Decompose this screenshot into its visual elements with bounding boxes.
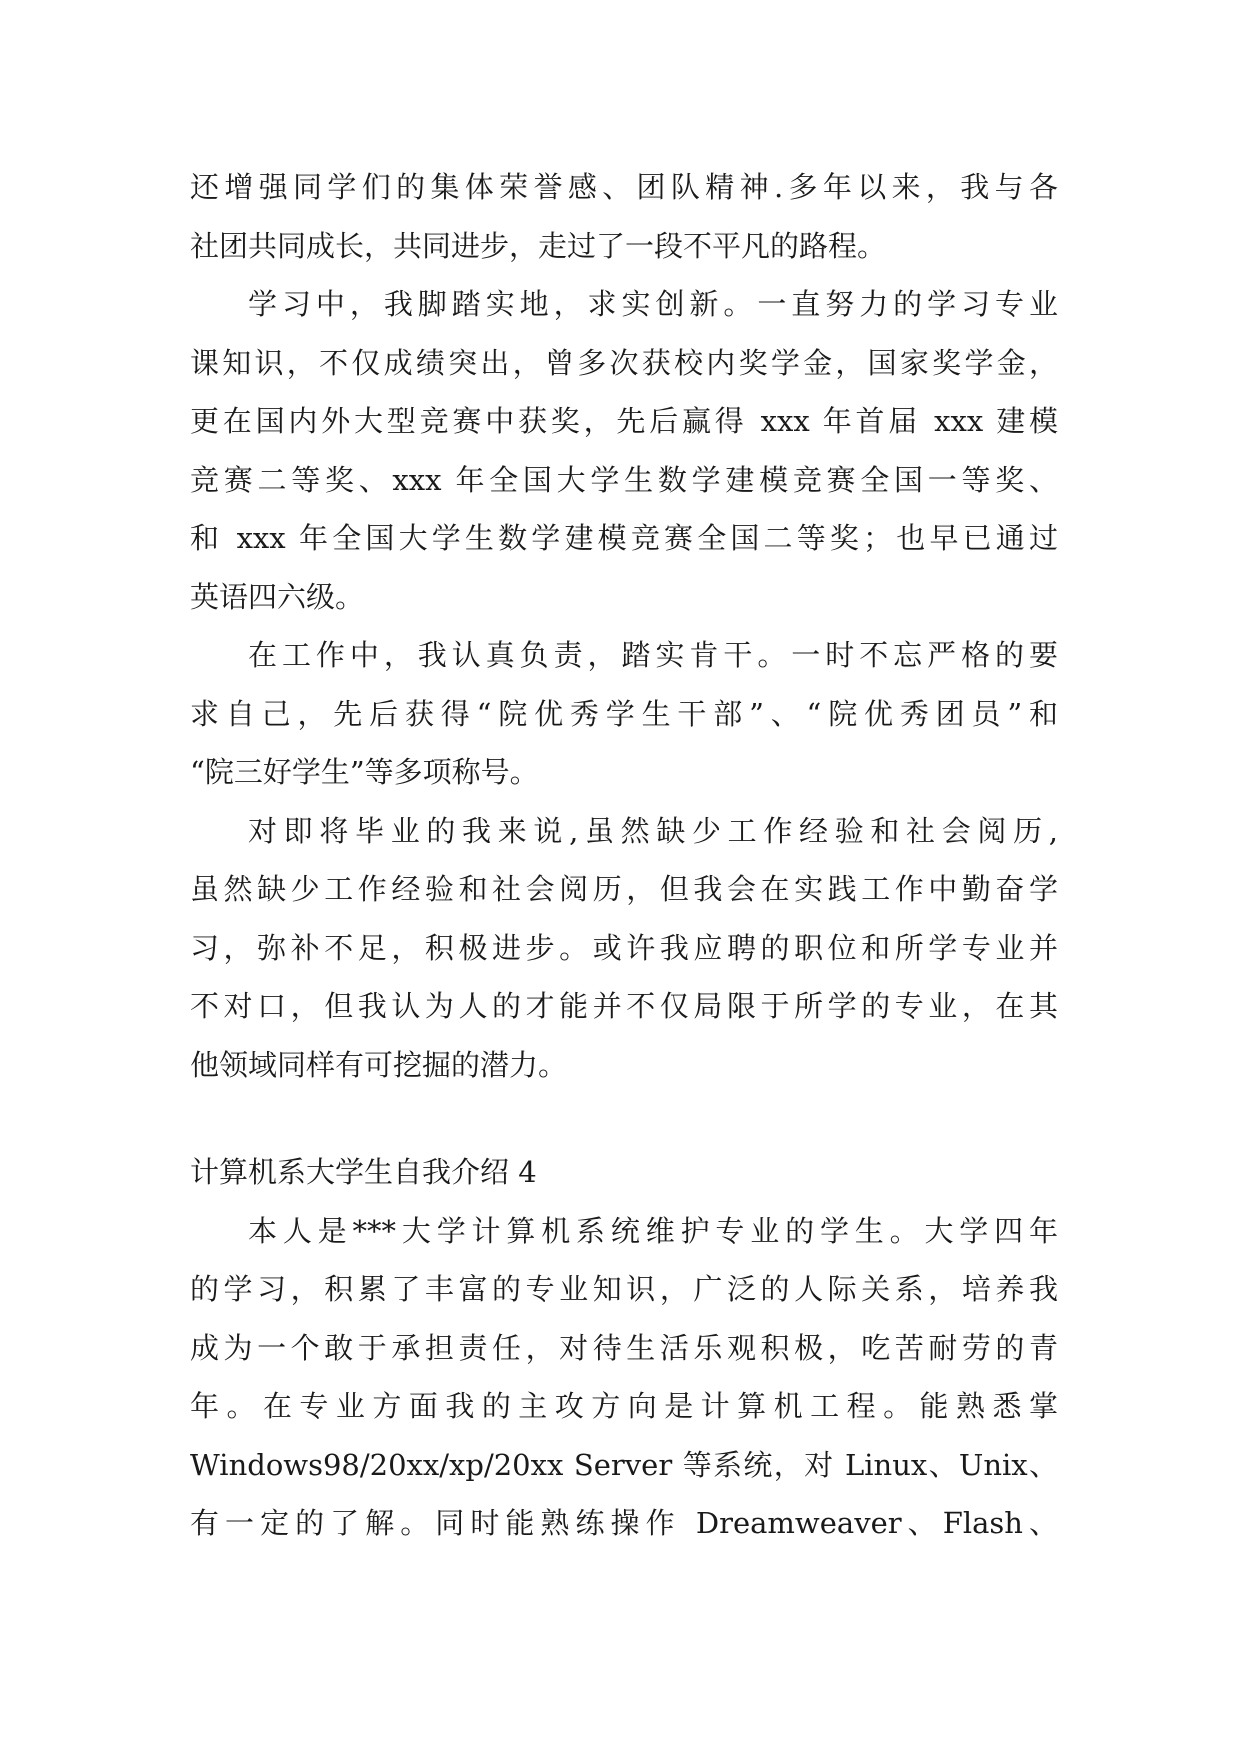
text-line: 习，弥补不足，积极进步。或许我应聘的职位和所学专业并	[190, 930, 1058, 965]
text-line: 有一定的了解。同时能熟练操作 Dreamweaver、Flash、	[190, 1506, 1058, 1540]
paragraph-3	[190, 626, 1058, 802]
text-line: 英语四六级。	[190, 579, 365, 614]
section-gap	[190, 1094, 1058, 1143]
text-line: 学习中，我脚踏实地，求实创新。一直努力的学习专业	[248, 287, 1058, 321]
text-line: 还增强同学们的集体荣誉感、团队精神.多年以来，我与各	[190, 170, 1058, 204]
text-line: 的学习，积累了丰富的专业知识，广泛的人际关系，培养我	[190, 1272, 1058, 1306]
paragraph-2	[190, 275, 1058, 626]
paragraph-1	[190, 158, 1058, 275]
section-title: 计算机系大学生自我介绍 4	[190, 1155, 537, 1189]
text-line: 虽然缺少工作经验和社会阅历，但我会在实践工作中勤奋学	[190, 872, 1058, 906]
text-line: 求自己，先后获得“院优秀学生干部”、“院优秀团员”和	[190, 696, 1058, 731]
text-line: 课知识，不仅成绩突出，曾多次获校内奖学金，国家奖学金，	[190, 345, 1058, 380]
text-line: 和 xxx 年全国大学生数学建模竞赛全国二等奖；也早已通过	[190, 521, 1058, 555]
text-line: 更在国内外大型竞赛中获奖，先后赢得 xxx 年首届 xxx 建模	[190, 404, 1058, 438]
paragraph-4	[190, 802, 1058, 1095]
text-line: 竞赛二等奖、xxx 年全国大学生数学建模竞赛全国一等奖、	[190, 462, 1058, 497]
text-line: 成为一个敢于承担责任，对待生活乐观积极，吃苦耐劳的青	[190, 1330, 1058, 1365]
section-paragraph	[190, 1202, 1058, 1553]
text-line: 对即将毕业的我来说,虽然缺少工作经验和社会阅历,	[248, 813, 1058, 848]
text-line: “院三好学生”等多项称号。	[190, 755, 539, 789]
text-line: 社团共同成长，共同进步，走过了一段不平凡的路程。	[190, 228, 887, 263]
document-body	[190, 158, 1058, 1553]
text-line: 在工作中，我认真负责，踏实肯干。一时不忘严格的要	[248, 638, 1058, 672]
text-line: 年。在专业方面我的主攻方向是计算机工程。能熟悉掌	[190, 1389, 1058, 1423]
text-line: 不对口，但我认为人的才能并不仅局限于所学的专业，在其	[190, 989, 1058, 1023]
text-line: 他领域同样有可挖掘的潜力。	[190, 1047, 568, 1082]
text-line: Windows98/20xx/xp/20xx Server 等系统，对 Linux、Unix、	[190, 1447, 1058, 1482]
text-line: 本人是***大学计算机系统维护专业的学生。大学四年	[248, 1213, 1058, 1248]
